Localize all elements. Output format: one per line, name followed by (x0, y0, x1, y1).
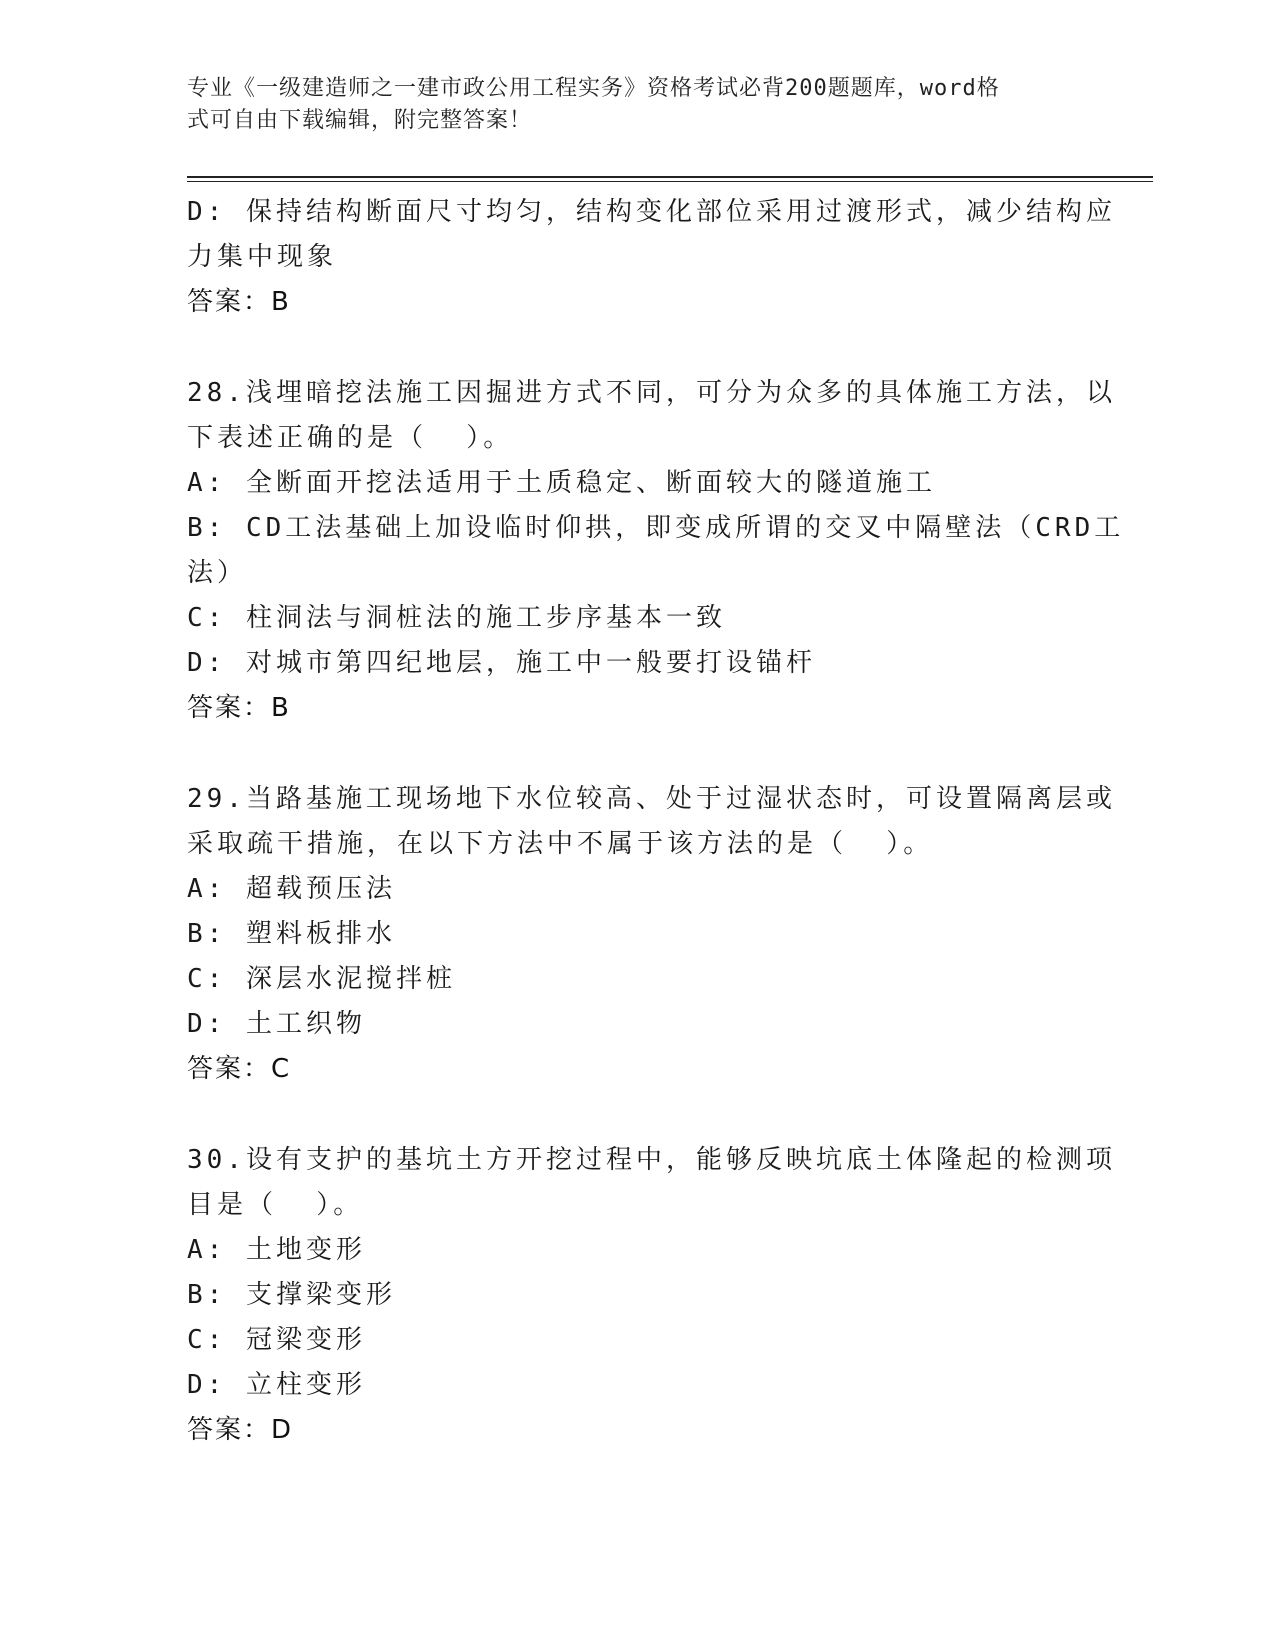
question-stem-continued: 采取疏干措施，在以下方法中不属于该方法的是（ ）。 (187, 829, 934, 859)
option-c: C: 冠梁变形 (187, 1325, 366, 1355)
option-a: A: 土地变形 (187, 1235, 366, 1265)
header-line-1: 专业《一级建造师之一建市政公用工程实务》资格考试必背200题题库，word格 (187, 76, 1000, 101)
option-a: A: 全断面开挖法适用于土质稳定、断面较大的隧道施工 (187, 468, 936, 498)
page-header (187, 73, 1067, 137)
header-line-2: 式可自由下载编辑，附完整答案！ (187, 108, 533, 133)
question-stem: 29.当路基施工现场地下水位较高、处于过湿状态时，可设置隔离层或 (187, 784, 1116, 814)
option-b: B: 支撑梁变形 (187, 1280, 396, 1310)
question-content (187, 190, 1125, 1453)
option-d: D: 对城市第四纪地层，施工中一般要打设锚杆 (187, 648, 816, 678)
option-a: A: 超载预压法 (187, 874, 396, 904)
question-stem-continued: 下表述正确的是（ ）。 (187, 423, 514, 453)
option-d-continued: 力集中现象 (187, 242, 338, 272)
answer: 答案：B (187, 287, 291, 317)
question-30 (187, 1138, 1116, 1453)
question-stem: 30.设有支护的基坑土方开挖过程中，能够反映坑底土体隆起的检测项 (187, 1145, 1116, 1175)
answer: 答案：D (187, 1415, 294, 1445)
header-divider-thin (187, 181, 1153, 182)
option-d: D: 保持结构断面尺寸均匀，结构变化部位采用过渡形式，减少结构应 (187, 197, 1116, 227)
question-29 (187, 777, 1116, 1092)
option-d: D: 立柱变形 (187, 1370, 366, 1400)
option-d: D: 土工织物 (187, 1009, 366, 1039)
option-b-continued: 法） (187, 558, 248, 588)
answer: 答案：B (187, 693, 291, 723)
question-28 (187, 371, 1125, 731)
question-stem-continued: 目是（ ）。 (187, 1190, 364, 1220)
question-stem: 28.浅埋暗挖法施工因掘进方式不同，可分为众多的具体施工方法，以 (187, 378, 1116, 408)
header-divider (187, 176, 1153, 178)
option-c: C: 柱洞法与洞桩法的施工步序基本一致 (187, 603, 726, 633)
option-b: B: 塑料板排水 (187, 919, 396, 949)
question-27-tail (187, 190, 1116, 325)
option-b: B: CD工法基础上加设临时仰拱，即变成所谓的交叉中隔壁法（CRD工 (187, 513, 1125, 543)
answer: 答案：C (187, 1054, 292, 1084)
option-c: C: 深层水泥搅拌桩 (187, 964, 456, 994)
